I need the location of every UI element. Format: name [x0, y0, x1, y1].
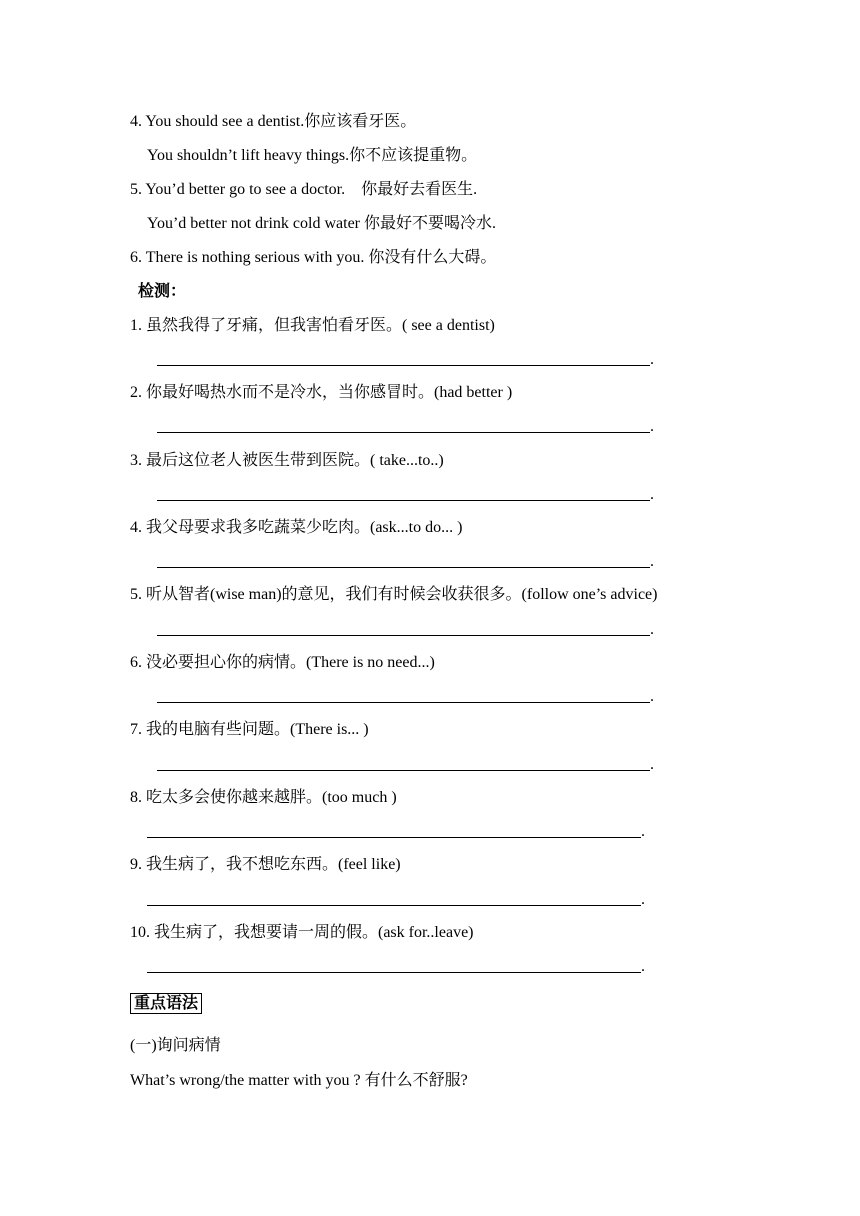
answer-blank[interactable]: [157, 365, 650, 366]
exercise-prompt: 6. 没必要担心你的病情。(There is no need...): [130, 654, 435, 671]
answer-blank[interactable]: [157, 500, 650, 501]
exercise-prompt: 10. 我生病了，我想要请一周的假。(ask for..leave): [130, 924, 474, 941]
answer-period: .: [650, 486, 654, 503]
answer-period: .: [641, 823, 645, 840]
exercise-prompt: 4. 我父母要求我多吃蔬菜少吃肉。(ask...to do... ): [130, 519, 463, 536]
answer-period: .: [650, 553, 654, 570]
answer-blank[interactable]: [147, 972, 641, 973]
phrase-5: 5. You’d better go to see a doctor. 你最好去看医生.: [130, 181, 478, 198]
grammar-heading: [130, 994, 202, 1014]
phrase-4: 4. You should see a dentist.你应该看牙医。: [130, 113, 417, 130]
answer-blank[interactable]: [147, 905, 641, 906]
phrase-4-negative: You shouldn’t lift heavy things.你不应该提重物。: [147, 147, 478, 164]
test-heading: 检测：: [138, 283, 187, 300]
answer-period: .: [650, 621, 654, 638]
answer-blank[interactable]: [147, 837, 641, 838]
grammar-heading-box: 重点语法: [130, 993, 202, 1014]
answer-period: .: [641, 958, 645, 975]
exercise-prompt: 9. 我生病了，我不想吃东西。(feel like): [130, 856, 401, 873]
answer-blank[interactable]: [157, 567, 650, 568]
answer-blank[interactable]: [157, 702, 650, 703]
answer-period: .: [650, 418, 654, 435]
phrase-6: 6. There is nothing serious with you. 你没有什么大碍。: [130, 249, 497, 266]
grammar-subheading: (一)询问病情: [130, 1037, 221, 1054]
phrase-5-negative: You’d better not drink cold water 你最好不要喝冷水.: [147, 215, 497, 232]
answer-blank[interactable]: [157, 770, 650, 771]
answer-period: .: [650, 351, 654, 368]
answer-blank[interactable]: [157, 432, 650, 433]
answer-period: .: [641, 891, 645, 908]
exercise-prompt: 3. 最后这位老人被医生带到医院。( take...to..): [130, 452, 444, 469]
exercise-prompt: 5. 听从智者(wise man)的意见，我们有时候会收获很多。(follow one’s advice): [130, 586, 658, 603]
exercise-prompt: 2. 你最好喝热水而不是冷水，当你感冒时。(had better ): [130, 384, 513, 401]
exercise-prompt: 8. 吃太多会使你越来越胖。(too much ): [130, 789, 397, 806]
answer-blank[interactable]: [157, 635, 650, 636]
exercise-prompt: 1. 虽然我得了牙痛，但我害怕看牙医。( see a dentist): [130, 317, 495, 334]
exercise-prompt: 7. 我的电脑有些问题。(There is... ): [130, 721, 369, 738]
answer-period: .: [650, 688, 654, 705]
grammar-example: What’s wrong/the matter with you ? 有什么不舒服?: [130, 1072, 468, 1089]
answer-period: .: [650, 756, 654, 773]
